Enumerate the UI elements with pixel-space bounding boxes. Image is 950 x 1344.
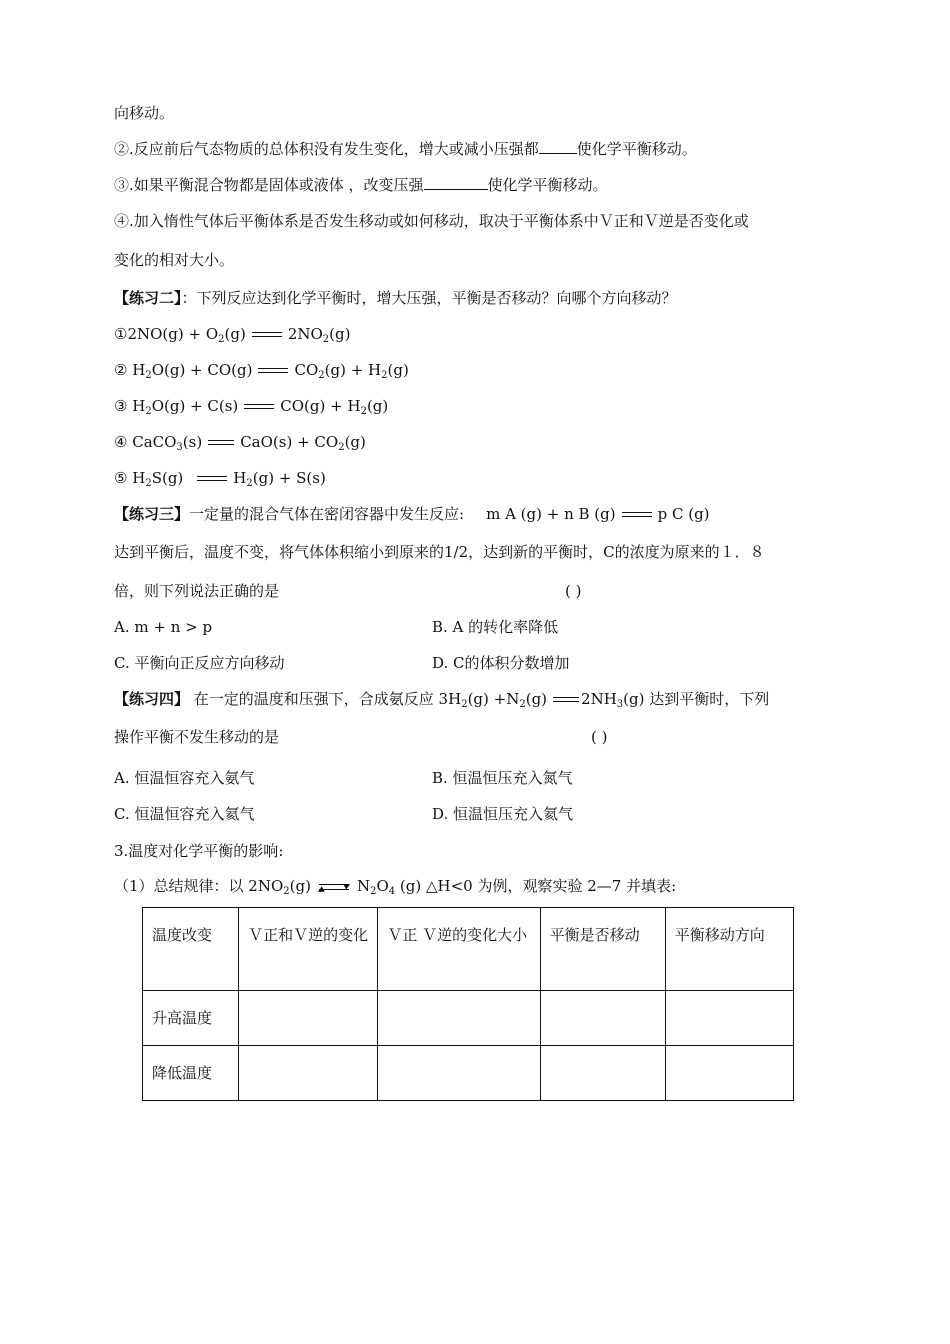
- option-b: B. A 的转化率降低: [432, 618, 559, 636]
- table-header-cell: 平衡是否移动: [540, 908, 665, 991]
- option-c: C. 平衡向正反应方向移动: [114, 654, 285, 672]
- options-row: [114, 768, 814, 788]
- table-cell: [378, 1046, 540, 1101]
- equilibrium-sign: [252, 331, 282, 339]
- text-line: ④.加入惰性气体后平衡体系是否发生移动或如何移动，取决于平衡体系中Ｖ正和Ｖ逆是否变化或: [114, 212, 749, 230]
- equilibrium-sign: [244, 403, 274, 411]
- table-header-row: [143, 908, 794, 991]
- table-row: [143, 991, 794, 1046]
- answer-paren: ( ): [591, 728, 608, 746]
- table-cell: [665, 991, 793, 1046]
- table-cell: 降低温度: [143, 1046, 239, 1101]
- answer-paren: ( ): [565, 582, 582, 600]
- table-cell: [239, 1046, 378, 1101]
- text-line: 变化的相对大小。: [114, 251, 235, 269]
- table-cell: [540, 1046, 665, 1101]
- reaction-1: ①2NO(g) + $O_2(g)$ $2NO_2(g)$: [114, 325, 351, 345]
- equilibrium-sign: [258, 367, 288, 375]
- table-header-cell: Ｖ正和Ｖ逆的变化: [239, 908, 378, 991]
- equilibrium-sign: [208, 439, 234, 447]
- table-cell: [665, 1046, 793, 1101]
- exercise-3-heading: 【练习三】一定量的混合气体在密闭容器中发生反应: m A (g) + n B (g) p C (g): [114, 505, 710, 523]
- table-cell: [378, 991, 540, 1046]
- options-row: [114, 653, 814, 673]
- text-line: ②.反应前后气态物质的总体积没有发生变化，增大或减小压强都 使化学平衡移动。: [114, 140, 697, 158]
- table-cell: [239, 991, 378, 1046]
- table-cell: 升高温度: [143, 991, 239, 1046]
- temperature-table: [142, 907, 794, 1101]
- section-heading: 3.温度对化学平衡的影响:: [114, 842, 284, 860]
- reaction-4: ④ CaCO$_3$(s) $CaO(s) + CO_2(g)$: [114, 433, 366, 453]
- options-row: [114, 617, 814, 637]
- text-line: 向移动。: [114, 104, 175, 122]
- reaction-2: ② $H_2O(g) + CO(g) CO_2(g) + H_2(g)$: [114, 361, 409, 381]
- text-line: 操作平衡不发生移动的是 ( ): [114, 728, 608, 746]
- exercise-4-heading: 【练习四】 在一定的温度和压强下，合成氨反应 $3H_2(g) +N_2(g)$ $2NH_3(g)$ 达到平衡时，下列: [114, 690, 770, 710]
- table-header-cell: 温度改变: [143, 908, 239, 991]
- text-line: ③.如果平衡混合物都是固体或液体 ，改变压强 使化学平衡移动。: [114, 176, 608, 194]
- option-a: A. m + n > p: [114, 618, 213, 636]
- option-d: D. 恒温恒压充入氦气: [432, 805, 574, 823]
- equilibrium-sign: [197, 475, 227, 483]
- reaction-3: ③ $H_2O(g) + C(s) CO(g) + H_2(g)$: [114, 397, 389, 417]
- option-a: A. 恒温恒容充入氨气: [114, 769, 255, 787]
- table-header-cell: 平衡移动方向: [665, 908, 793, 991]
- text-line: 达到平衡后，温度不变，将气体体积缩小到原来的1/2，达到新的平衡时，C的浓度为原来的１．８: [114, 543, 765, 561]
- option-d: D. C的体积分数增加: [432, 654, 570, 672]
- reversible-arrows-icon: [319, 882, 349, 892]
- option-b: B. 恒温恒压充入氮气: [432, 769, 573, 787]
- reaction-5: ⑤ $H_2S(g) H_2(g) + S(s)$: [114, 469, 326, 489]
- equilibrium-sign: [622, 511, 652, 519]
- exercise-2-heading: 【练习二】：下列反应达到化学平衡时，增大压强，平衡是否移动？向哪个方向移动？: [114, 289, 677, 307]
- table-header-cell: Ｖ正 Ｖ逆的变化大小: [378, 908, 540, 991]
- text-line: 倍，则下列说法正确的是 ( ): [114, 582, 582, 600]
- rule-line: （1）总结规律：以 $2NO_2(g)$ $N_2O_4$ (g) △H<0 为例，观察实验 2—7 并填表:: [114, 877, 677, 897]
- fill-blank: [424, 175, 488, 190]
- option-c: C. 恒温恒容充入氦气: [114, 805, 255, 823]
- options-row: [114, 804, 814, 824]
- table-cell: [540, 991, 665, 1046]
- table-row: [143, 1046, 794, 1101]
- fill-blank: [539, 139, 577, 154]
- equilibrium-sign: [553, 696, 579, 704]
